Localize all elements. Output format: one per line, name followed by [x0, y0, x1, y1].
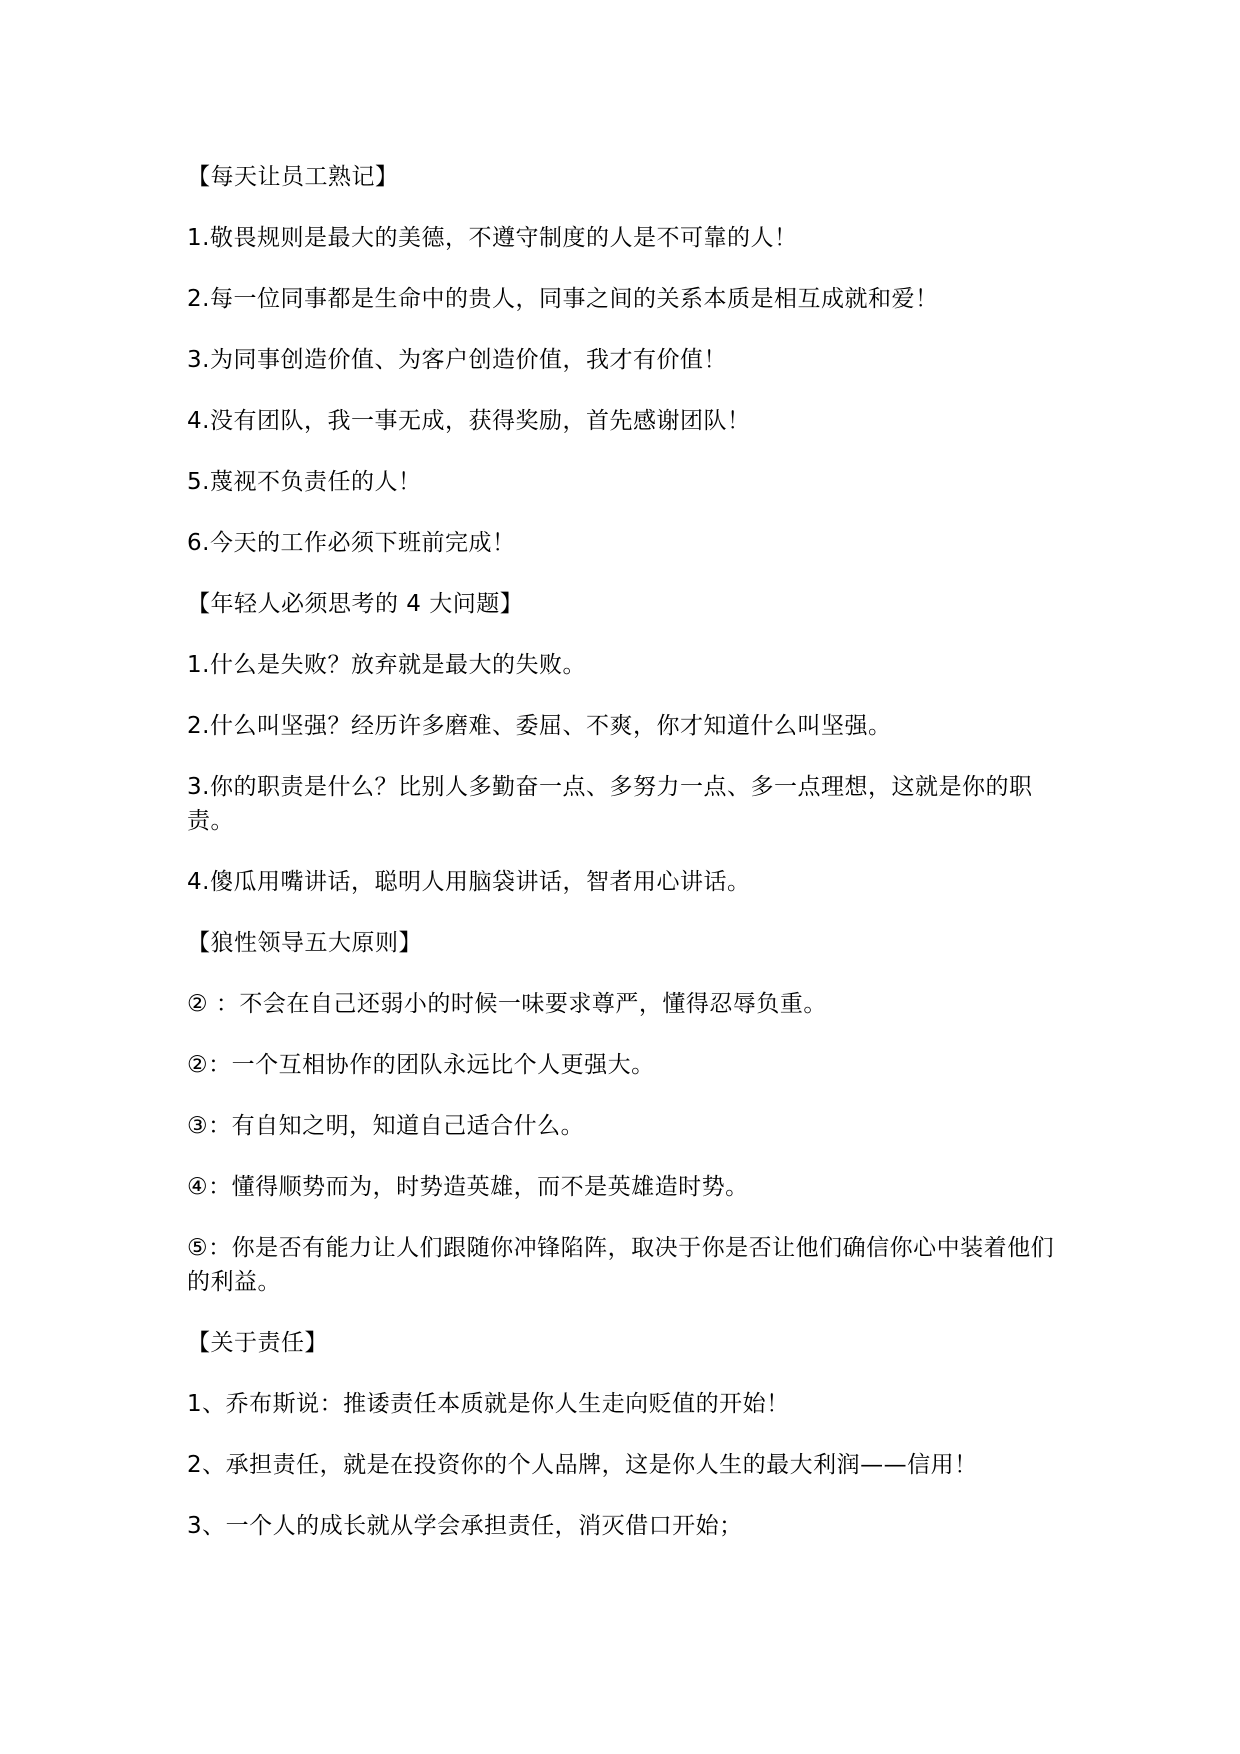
document-body: [187, 160, 1067, 1570]
responsibility-item-3: 3、一个人的成长就从学会承担责任，消灭借口开始；: [187, 1513, 743, 1539]
principle-item-5: ⑤：你是否有能力让人们跟随你冲锋陷阵，取决于你是否让他们确信你心中装着他们的利益。: [187, 1235, 1055, 1295]
section-heading-four-questions: 【年轻人必须思考的 4 大问题】: [187, 591, 524, 617]
daily-item-1: 1.敬畏规则是最大的美德，不遵守制度的人是不可靠的人！: [187, 225, 798, 251]
principle-item-2: ②：一个互相协作的团队永远比个人更强大。: [187, 1052, 655, 1078]
section-heading-wolf-leadership: 【狼性领导五大原则】: [187, 930, 422, 956]
question-item-1: 1.什么是失败？放弃就是最大的失败。: [187, 652, 586, 678]
daily-item-5: 5.蔑视不负责任的人！: [187, 469, 422, 495]
principle-item-3: ③：有自知之明，知道自己适合什么。: [187, 1113, 585, 1139]
principle-item-1: ② ：不会在自己还弱小的时候一味要求尊严，懂得忍辱负重。: [187, 991, 827, 1017]
principle-item-4: ④：懂得顺势而为，时势造英雄，而不是英雄造时势。: [187, 1174, 749, 1200]
section-heading-responsibility: 【关于责任】: [187, 1330, 328, 1356]
question-item-3: 3.你的职责是什么？比别人多勤奋一点、多努力一点、多一点理想，这就是你的职责。: [187, 774, 1033, 834]
responsibility-item-1: 1、乔布斯说：推诿责任本质就是你人生走向贬值的开始！: [187, 1391, 790, 1417]
daily-item-4: 4.没有团队，我一事无成，获得奖励，首先感谢团队！: [187, 408, 751, 434]
daily-item-3: 3.为同事创造价值、为客户创造价值，我才有价值！: [187, 347, 727, 373]
daily-item-6: 6.今天的工作必须下班前完成！: [187, 530, 516, 556]
section-heading-daily-memorize: 【每天让员工熟记】: [187, 164, 399, 190]
daily-item-2: 2.每一位同事都是生命中的贵人，同事之间的关系本质是相互成就和爱！: [187, 286, 939, 312]
question-item-2: 2.什么叫坚强？经历许多磨难、委屈、不爽，你才知道什么叫坚强。: [187, 713, 892, 739]
responsibility-item-2: 2、承担责任，就是在投资你的个人品牌，这是你人生的最大利润——信用！: [187, 1452, 978, 1478]
question-item-4: 4.傻瓜用嘴讲话，聪明人用脑袋讲话，智者用心讲话。: [187, 869, 751, 895]
